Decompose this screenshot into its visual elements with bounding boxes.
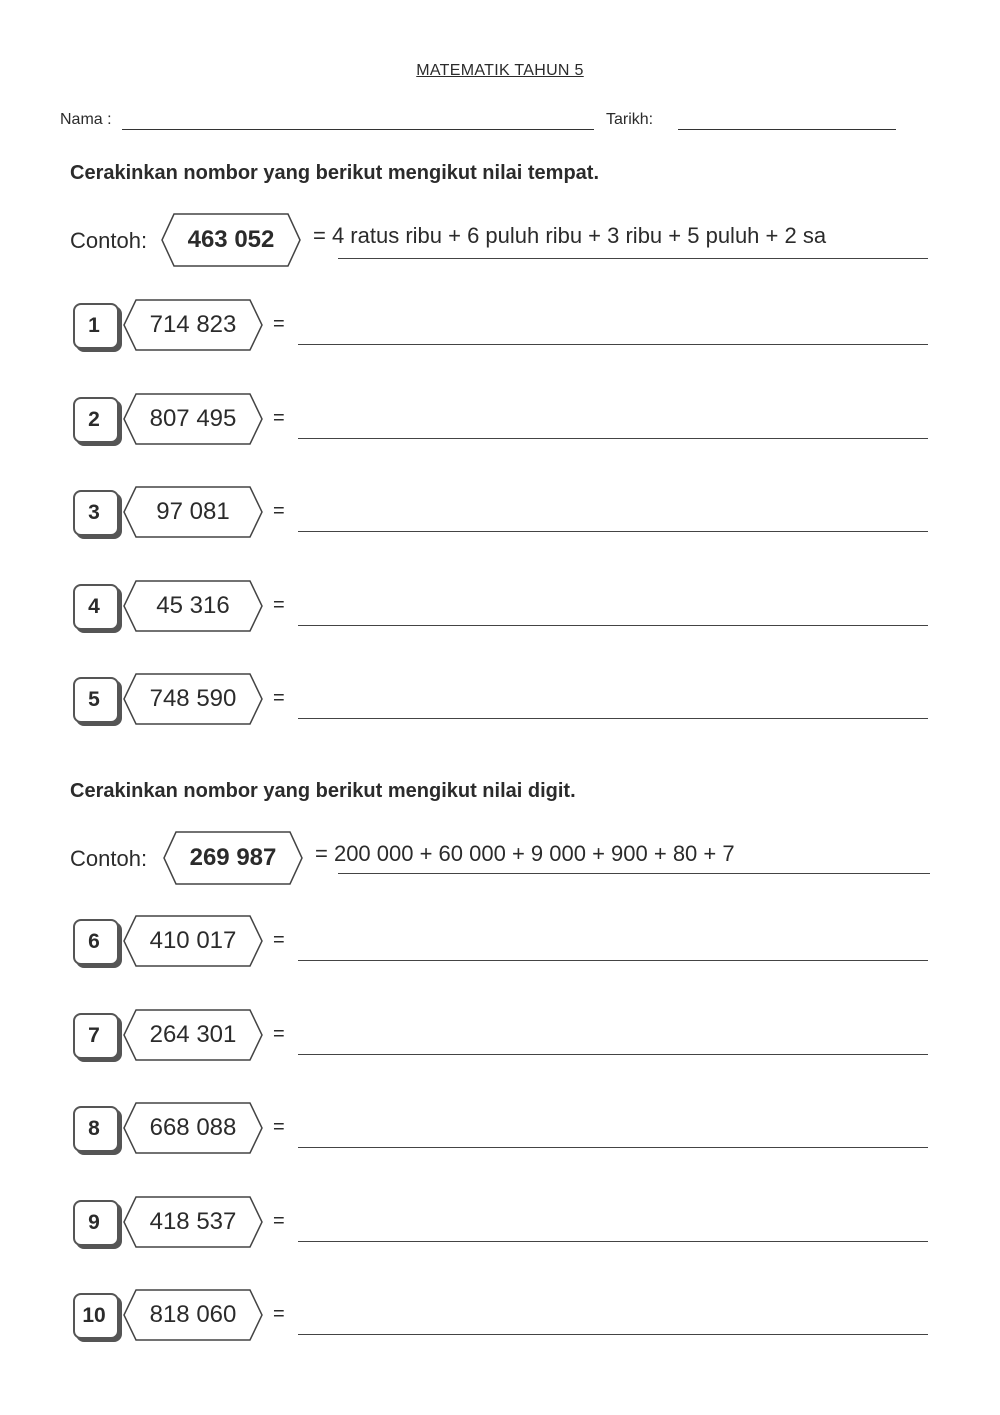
section1-heading: Cerakinkan nombor yang berikut mengikut nilai tempat. bbox=[70, 162, 599, 184]
question-number: 9 bbox=[88, 1210, 100, 1234]
question-number-tab bbox=[73, 1013, 119, 1059]
equals-sign: = bbox=[273, 406, 285, 429]
question-value: 410 017 bbox=[149, 927, 237, 954]
equals-sign: = bbox=[273, 500, 285, 522]
question-number-tab bbox=[73, 1106, 119, 1152]
question-number: 10 bbox=[82, 1304, 106, 1327]
section2-example-answer-line bbox=[338, 873, 930, 874]
question-value: 418 537 bbox=[149, 1207, 237, 1235]
answer-line[interactable] bbox=[298, 438, 928, 439]
section1-example-answer-line bbox=[338, 258, 928, 259]
section2-example-number: 269 987 bbox=[189, 844, 277, 871]
answer-line[interactable] bbox=[298, 1147, 928, 1148]
answer-line[interactable] bbox=[298, 1334, 928, 1335]
worksheet-title: MATEMATIK TAHUN 5 bbox=[416, 62, 584, 79]
section1-example-answer: = 4 ratus ribu + 6 puluh ribu + 3 ribu + 5 puluh + 2 sa bbox=[313, 223, 827, 248]
section2-example-answer: = 200 000 + 60 000 + 9 000 + 900 + 80 + 7 bbox=[315, 841, 735, 866]
question-number-tab bbox=[73, 1293, 119, 1339]
answer-line[interactable] bbox=[298, 531, 928, 532]
question-value: 97 081 bbox=[156, 498, 230, 525]
question-number-tab bbox=[73, 490, 119, 536]
equals-sign: = bbox=[273, 687, 285, 709]
question-value: 818 060 bbox=[149, 1301, 237, 1328]
section2-example-label: Contoh: bbox=[70, 846, 148, 871]
equals-sign: = bbox=[273, 1303, 285, 1325]
question-number: 1 bbox=[88, 314, 100, 337]
date-field-line[interactable] bbox=[678, 129, 896, 130]
answer-line[interactable] bbox=[298, 344, 928, 345]
question-number-tab bbox=[73, 303, 119, 349]
equals-sign: = bbox=[273, 1209, 285, 1232]
answer-line[interactable] bbox=[298, 1054, 928, 1055]
question-value: 45 316 bbox=[156, 591, 230, 619]
equals-sign: = bbox=[273, 1022, 285, 1045]
date-label: Tarikh: bbox=[606, 111, 654, 128]
question-number: 5 bbox=[88, 688, 100, 711]
answer-line[interactable] bbox=[298, 625, 928, 626]
question-value: 264 301 bbox=[149, 1020, 237, 1048]
name-label: Nama : bbox=[60, 111, 112, 128]
question-number-tab bbox=[73, 919, 119, 965]
question-number-tab bbox=[73, 584, 119, 630]
question-number: 8 bbox=[88, 1117, 100, 1140]
question-value: 714 823 bbox=[149, 311, 237, 338]
section1-example-number: 463 052 bbox=[187, 226, 275, 253]
equals-sign: = bbox=[273, 1116, 285, 1138]
question-number: 3 bbox=[88, 501, 100, 524]
question-number: 6 bbox=[88, 930, 100, 953]
section1-example-label: Contoh: bbox=[70, 228, 148, 253]
question-number-tab bbox=[73, 1200, 119, 1246]
question-value: 668 088 bbox=[149, 1114, 237, 1141]
answer-line[interactable] bbox=[298, 718, 928, 719]
equals-sign: = bbox=[273, 593, 285, 616]
answer-line[interactable] bbox=[298, 1241, 928, 1242]
question-number-tab bbox=[73, 397, 119, 443]
question-value: 748 590 bbox=[149, 685, 237, 712]
question-value: 807 495 bbox=[149, 404, 237, 432]
equals-sign: = bbox=[273, 313, 285, 335]
section2-heading: Cerakinkan nombor yang berikut mengikut nilai digit. bbox=[70, 780, 576, 802]
equals-sign: = bbox=[273, 929, 285, 951]
question-number: 4 bbox=[88, 594, 100, 618]
question-number: 2 bbox=[88, 407, 100, 431]
question-number-tab bbox=[73, 677, 119, 723]
answer-line[interactable] bbox=[298, 960, 928, 961]
question-number: 7 bbox=[88, 1023, 100, 1047]
name-field-line[interactable] bbox=[122, 129, 594, 130]
